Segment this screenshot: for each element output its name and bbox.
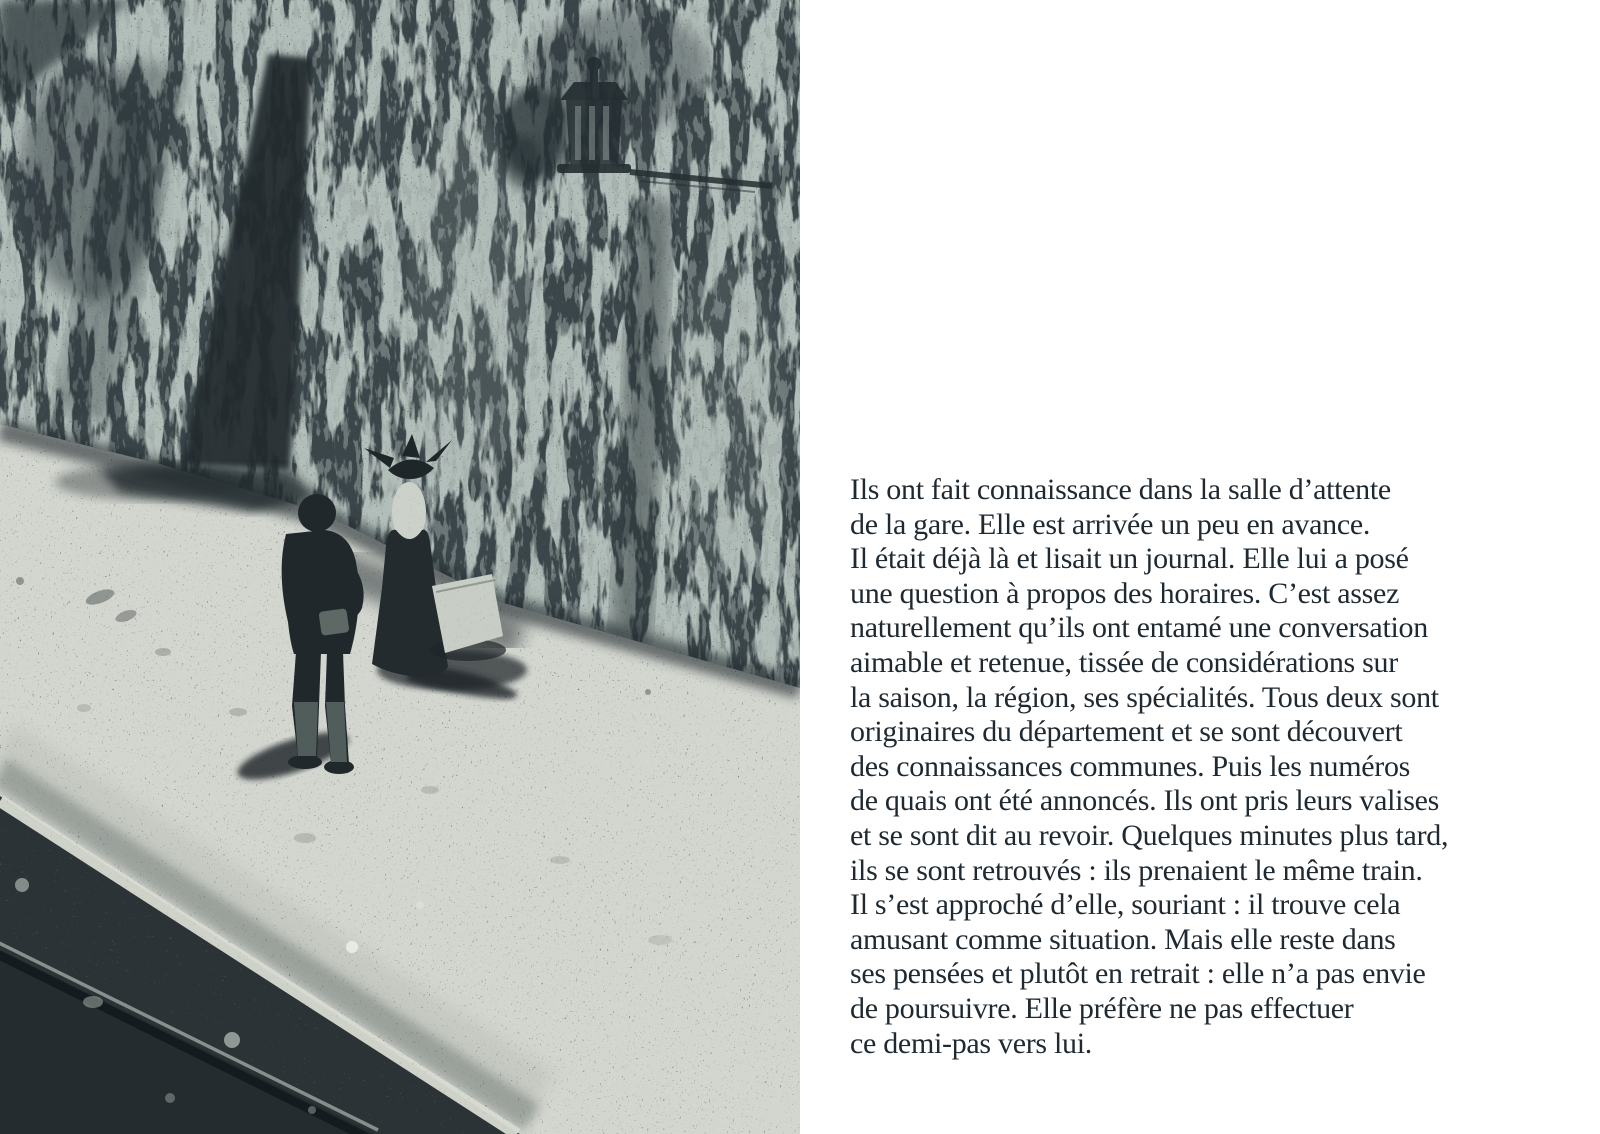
story-line: de la gare. Elle est arrivée un peu en avance.: [850, 507, 1371, 541]
story-line: ses pensées et plutôt en retrait : elle n’a pas envie: [850, 957, 1426, 991]
story-line: ce demi-pas vers lui.: [850, 1026, 1092, 1060]
story-line: ils se sont retrouvés : ils prenaient le même train.: [850, 853, 1423, 887]
story-line: de poursuivre. Elle préfère ne pas effectuer: [850, 991, 1354, 1025]
story-text: [850, 473, 1550, 1061]
story-line: une question à propos des horaires. C’est assez: [850, 576, 1400, 610]
story-line: Ils ont fait connaissance dans la salle d’attente: [850, 473, 1391, 506]
story-line: la saison, la région, ses spécialités. Tous deux sont: [850, 680, 1439, 714]
story-line: originaires du département et se sont découvert: [850, 715, 1403, 749]
story-line: Il était déjà là et lisait un journal. Elle lui a posé: [850, 542, 1409, 576]
story-line: des connaissances communes. Puis les numéros: [850, 749, 1411, 783]
story-line: aimable et retenue, tissée de considérations sur: [850, 645, 1398, 679]
story-line: et se sont dit au revoir. Quelques minutes plus tard,: [850, 818, 1449, 852]
story-line: naturellement qu’ils ont entamé une conversation: [850, 611, 1428, 645]
story-line: Il s’est approché d’elle, souriant : il trouve cela: [850, 888, 1401, 922]
story-line: amusant comme situation. Mais elle reste dans: [850, 922, 1396, 956]
story-line: de quais ont été annoncés. Ils ont pris leurs valises: [850, 784, 1439, 818]
